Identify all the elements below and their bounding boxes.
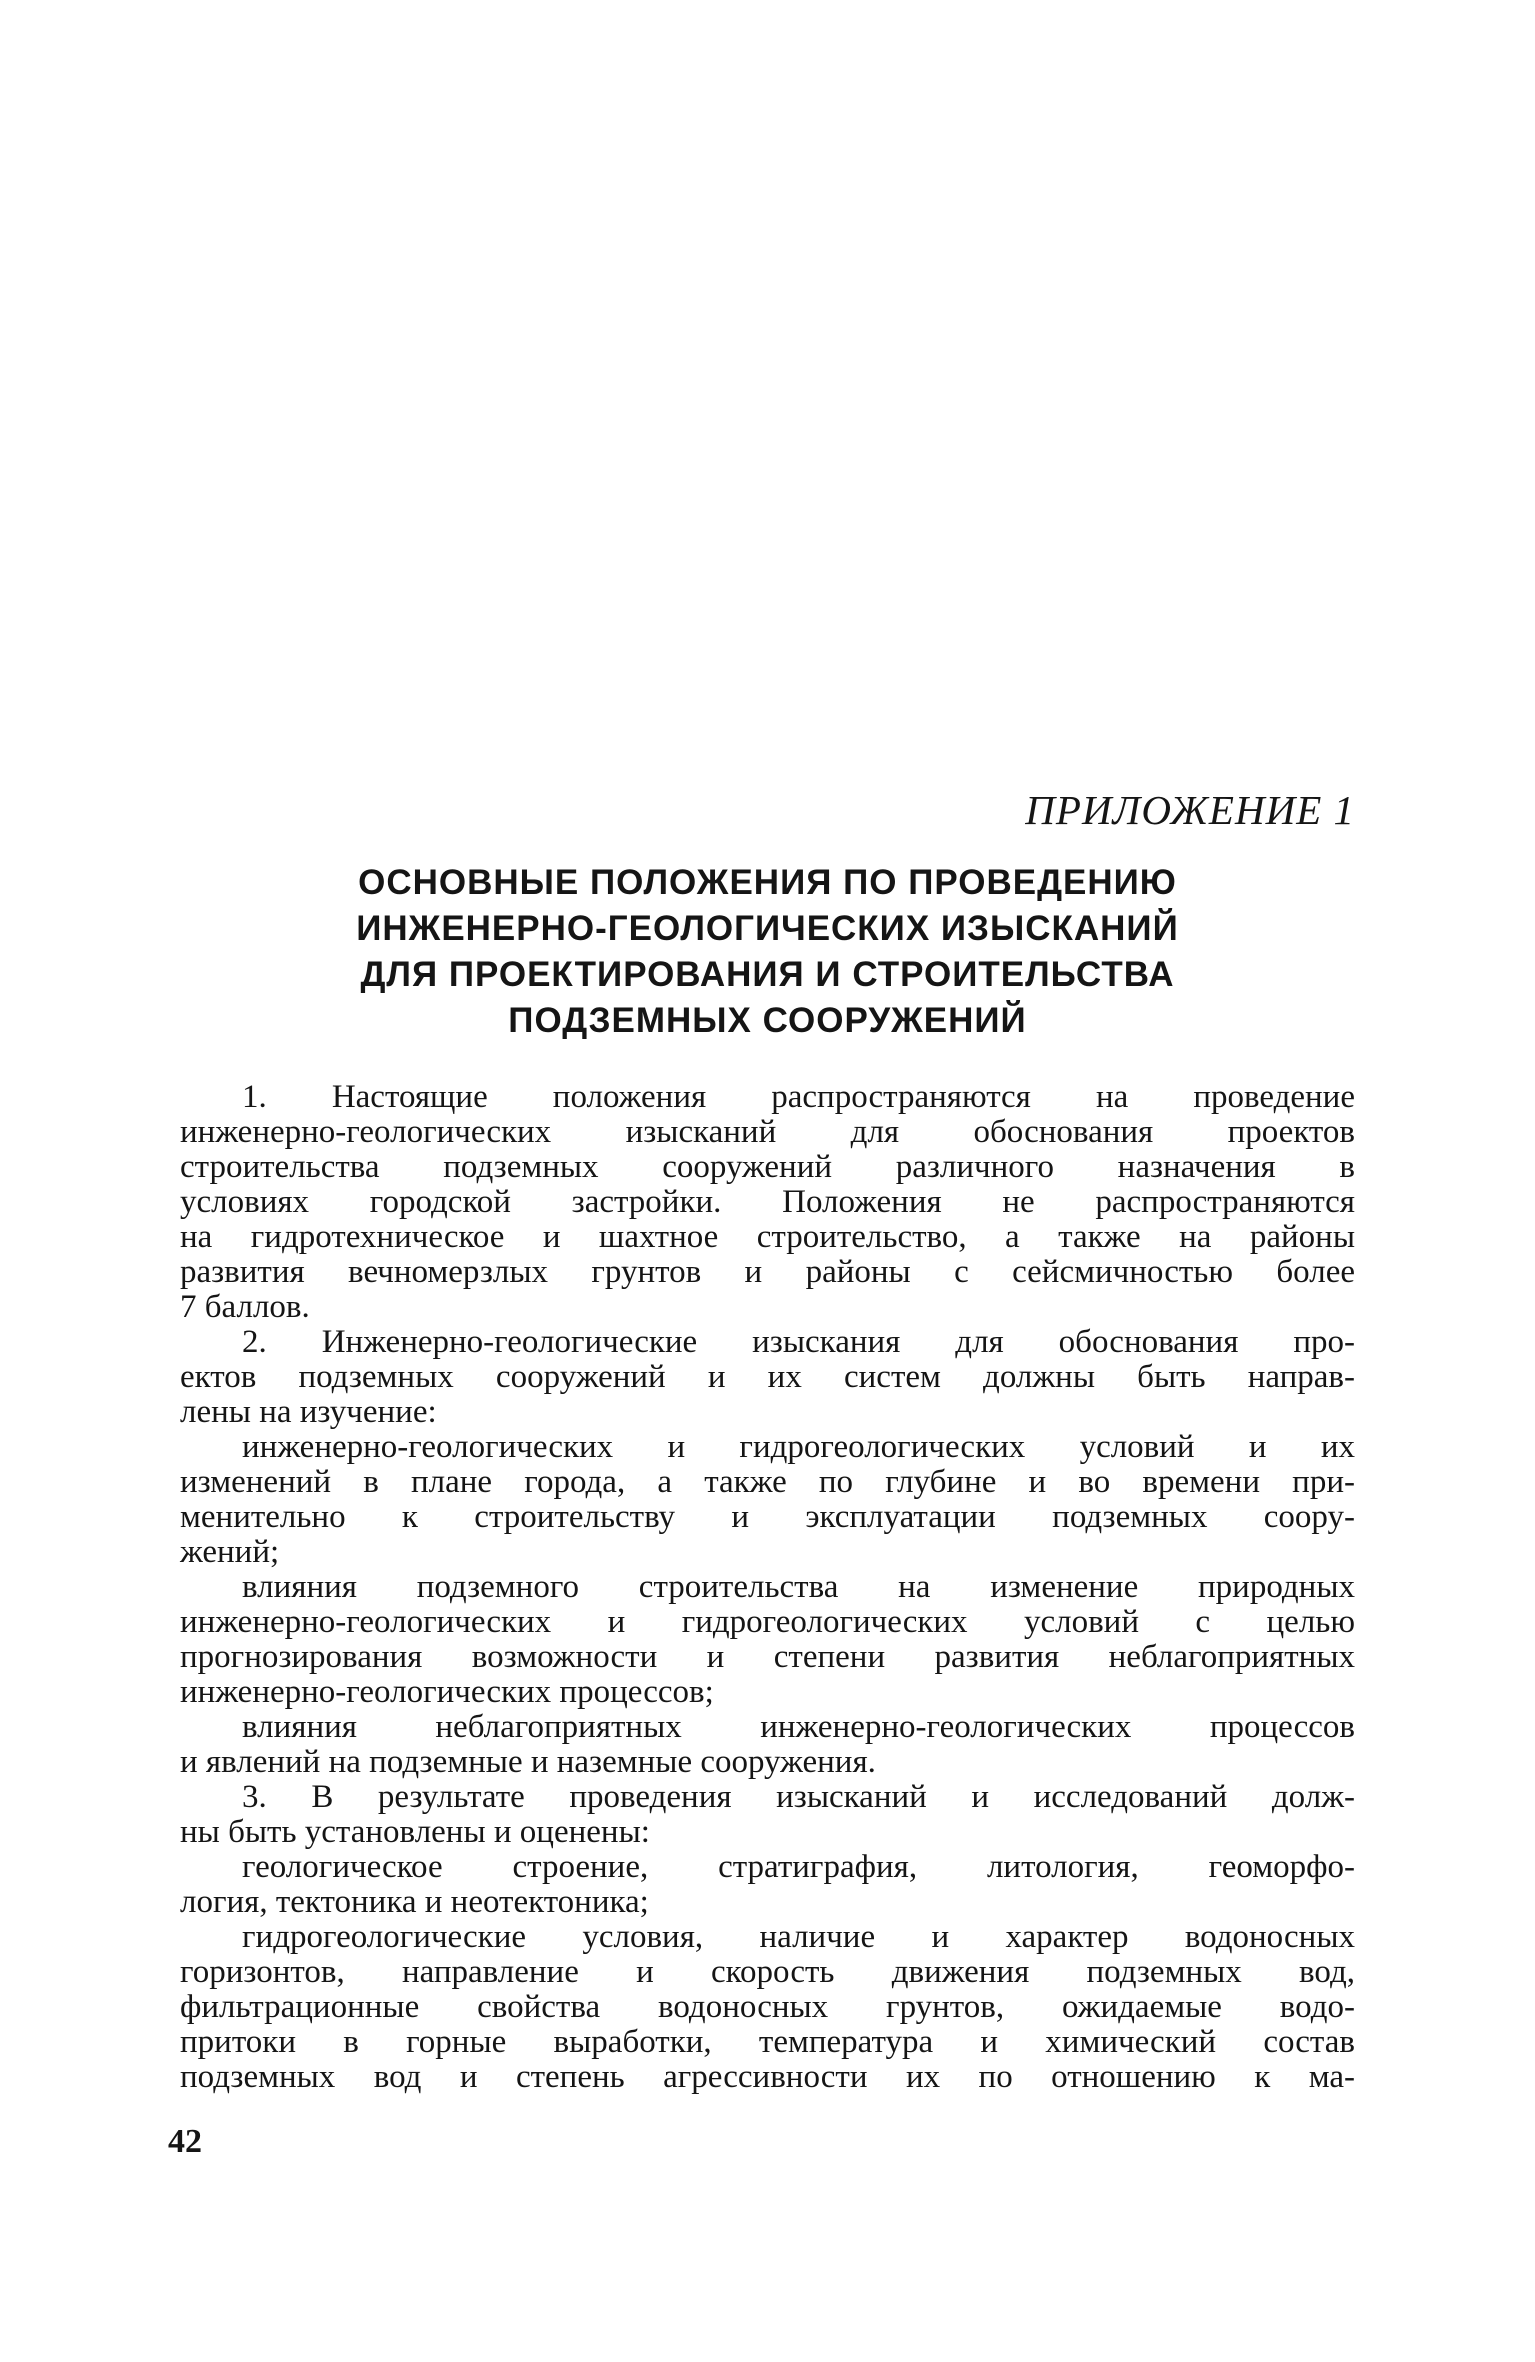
title-line: ПОДЗЕМНЫХ СООРУЖЕНИЙ xyxy=(508,1001,1027,1040)
text-line: подземных вод и степень агрессивности их по отношению к ма- xyxy=(180,2059,1355,2095)
text-line: влияния неблагоприятных инженерно-геологических процессов xyxy=(242,1709,1355,1745)
text-line: инженерно-геологических процессов; xyxy=(180,1674,714,1710)
document-title xyxy=(180,860,1355,1044)
text-line: гидрогеологические условия, наличие и характер водоносных xyxy=(242,1919,1355,1955)
text-line: изменений в плане города, а также по глубине и во времени при- xyxy=(180,1464,1355,1500)
text-line: и явлений на подземные и наземные сооружения. xyxy=(180,1744,876,1780)
text-line: 7 баллов. xyxy=(180,1289,310,1325)
text-line: инженерно-геологических изысканий для обоснования проектов xyxy=(180,1114,1355,1150)
text-line: строительства подземных сооружений различного назначения в xyxy=(180,1149,1355,1185)
text-line: геологическое строение, стратиграфия, литология, геоморфо- xyxy=(242,1849,1355,1885)
text-line: 1. Настоящие положения распространяются на проведение xyxy=(242,1079,1355,1115)
text-line: условиях городской застройки. Положения не распространяются xyxy=(180,1184,1355,1220)
text-line: развития вечномерзлых грунтов и районы с сейсмичностью более xyxy=(180,1254,1355,1290)
text-line: ектов подземных сооружений и их систем должны быть направ- xyxy=(180,1359,1355,1395)
text-line: влияния подземного строительства на изменение природных xyxy=(242,1569,1355,1605)
title-line: ИНЖЕНЕРНО-ГЕОЛОГИЧЕСКИХ ИЗЫСКАНИЙ xyxy=(356,909,1179,948)
body-text xyxy=(180,1080,1355,2095)
text-line: 2. Инженерно-геологические изыскания для обоснования про- xyxy=(242,1324,1355,1360)
text-line: 3. В результате проведения изысканий и исследований долж- xyxy=(242,1779,1355,1815)
text-line: жений; xyxy=(180,1534,280,1570)
text-line: притоки в горные выработки, температура и химический состав xyxy=(180,2024,1355,2060)
title-line: ОСНОВНЫЕ ПОЛОЖЕНИЯ ПО ПРОВЕДЕНИЮ xyxy=(358,863,1177,902)
text-line: логия, тектоника и неотектоника; xyxy=(180,1884,649,1920)
text-line: на гидротехническое и шахтное строительство, а также на районы xyxy=(180,1219,1355,1255)
title-line: ДЛЯ ПРОЕКТИРОВАНИЯ И СТРОИТЕЛЬСТВА xyxy=(360,955,1175,994)
text-line: инженерно-геологических и гидрогеологических условий и их xyxy=(242,1429,1355,1465)
text-line: фильтрационные свойства водоносных грунтов, ожидаемые водо- xyxy=(180,1989,1355,2025)
text-line: прогнозирования возможности и степени развития неблагоприятных xyxy=(180,1639,1355,1675)
text-line: горизонтов, направление и скорость движения подземных вод, xyxy=(180,1954,1355,1990)
text-line: инженерно-геологических и гидрогеологических условий с целью xyxy=(180,1604,1355,1640)
appendix-label: ПРИЛОЖЕНИЕ 1 xyxy=(1025,787,1355,833)
page-number: 42 xyxy=(168,2123,202,2160)
text-line: ны быть установлены и оценены: xyxy=(180,1814,650,1850)
text-line: менительно к строительству и эксплуатации подземных соору- xyxy=(180,1499,1355,1535)
text-line: лены на изучение: xyxy=(180,1394,437,1430)
